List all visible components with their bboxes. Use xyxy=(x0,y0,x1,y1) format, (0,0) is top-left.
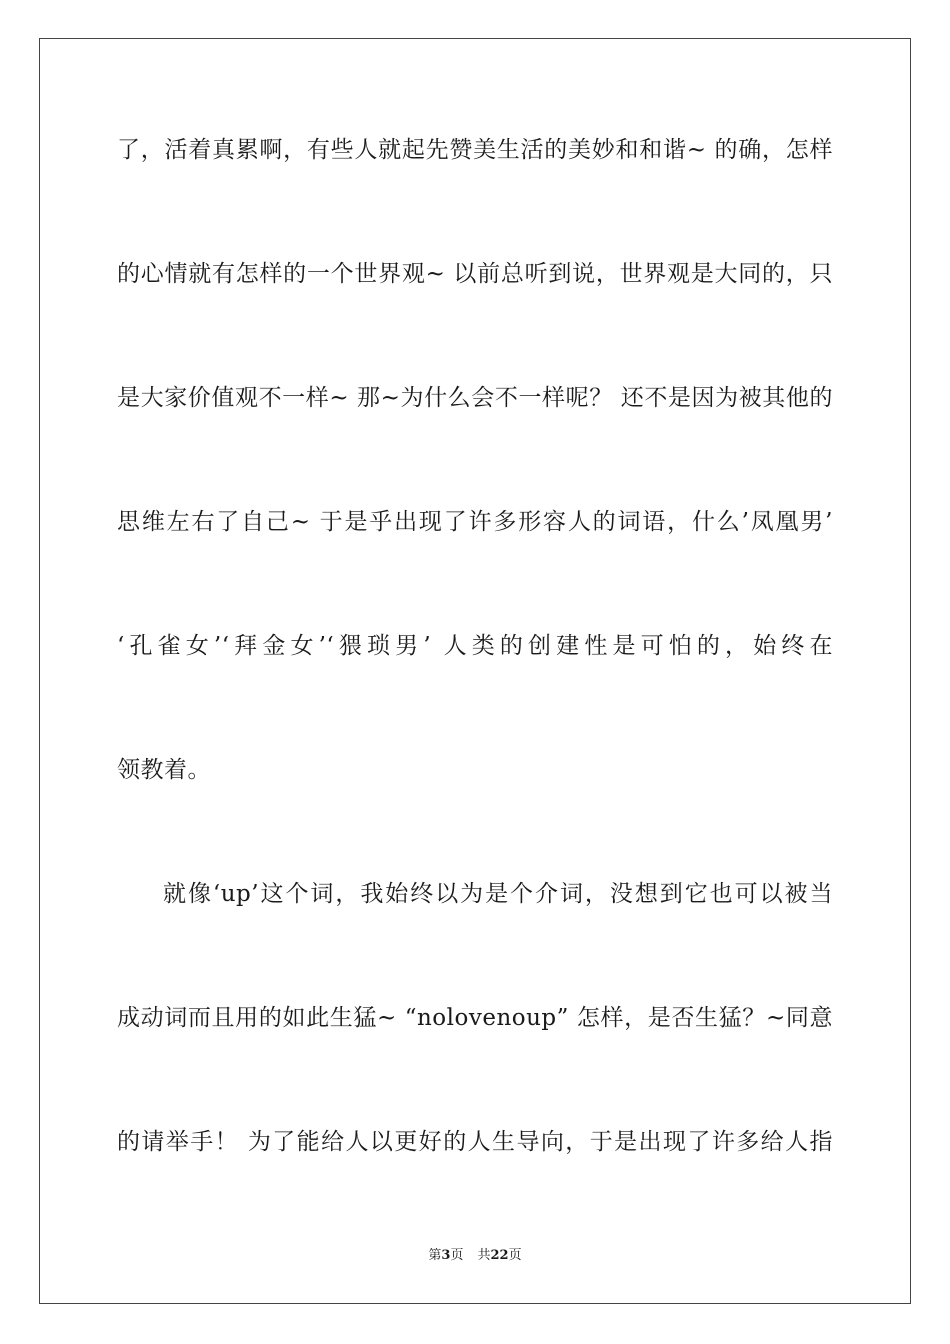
text-line-5: ‘孔雀女’‘拜金女’‘猥琐男’ 人类的创建性是可怕的，始终在 xyxy=(117,633,833,659)
text-line-4: 思维左右了自己~ 于是乎出现了许多形容人的词语，什么’凤凰男’ xyxy=(117,509,833,535)
text-line-8: 成动词而且用的如此生猛~ “nolovenoup” 怎样，是否生猛？~同意 xyxy=(117,1005,833,1031)
page-suffix: 页 xyxy=(450,1248,464,1263)
text-line-3: 是大家价值观不一样~ 那~为什么会不一样呢？ 还不是因为被其他的 xyxy=(117,385,833,411)
page-number: 3 xyxy=(441,1248,451,1263)
page-border xyxy=(39,38,911,1304)
text-line-1: 了，活着真累啊，有些人就起先赞美生活的美妙和和谐~ 的确，怎样 xyxy=(117,137,833,163)
page-footer xyxy=(0,1248,950,1264)
text-line-2: 的心情就有怎样的一个世界观~ 以前总听到说，世界观是大同的，只 xyxy=(117,261,833,287)
text-line-6: 领教着。 xyxy=(117,757,211,783)
total-prefix: 共 xyxy=(477,1248,491,1263)
text-line-7: 就像‘up’这个词，我始终以为是个介词，没想到它也可以被当 xyxy=(163,881,833,907)
text-line-9: 的请举手！ 为了能给人以更好的人生导向，于是出现了许多给人指 xyxy=(117,1129,833,1155)
total-pages: 22 xyxy=(490,1248,509,1263)
page-prefix: 第 xyxy=(428,1248,442,1263)
total-suffix: 页 xyxy=(508,1248,522,1263)
